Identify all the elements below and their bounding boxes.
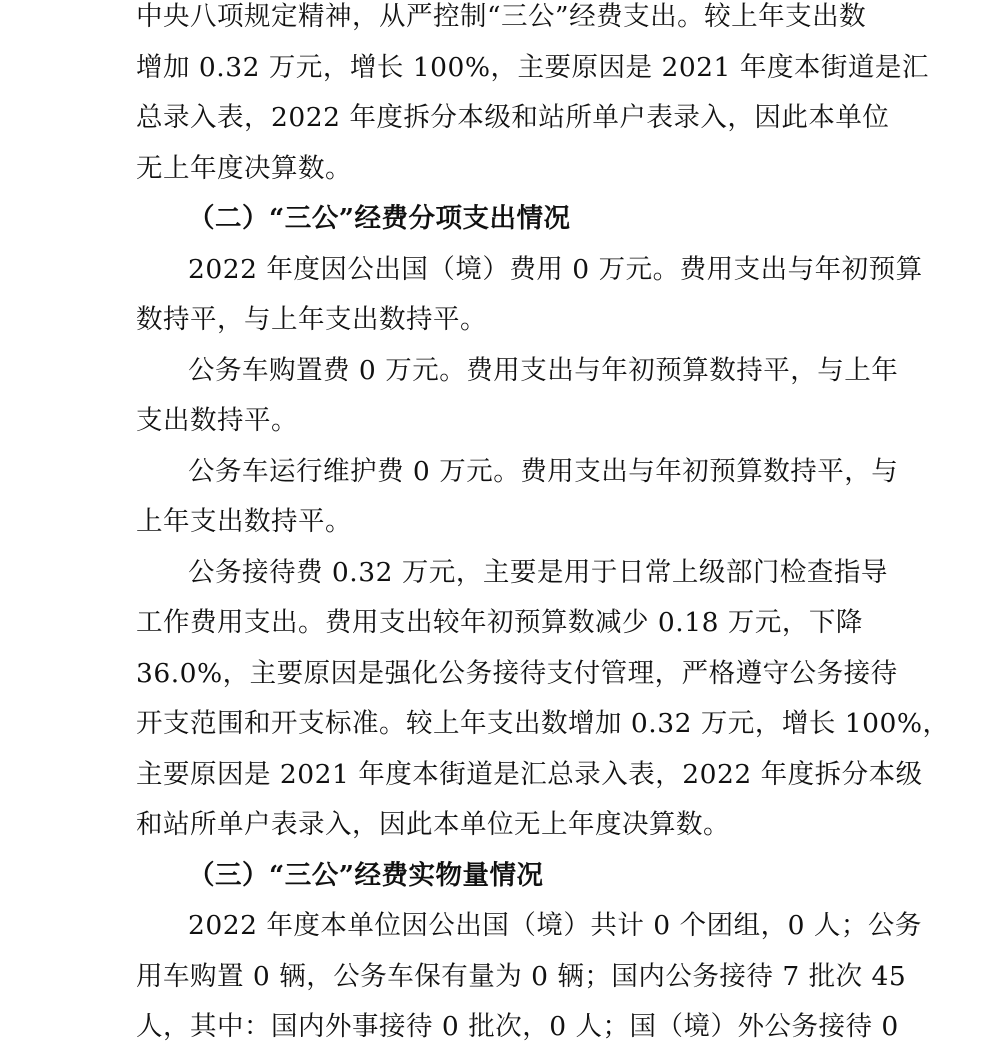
text-line: 数持平，与上年支出数持平。	[136, 304, 487, 335]
text-line: 无上年度决算数。	[136, 153, 352, 184]
text-line: 36.0%，主要原因是强化公务接待支付管理，严格遵守公务接待	[136, 658, 898, 689]
section-heading: （三）“三公”经费实物量情况	[188, 860, 544, 891]
text-line: 和站所单户表录入，因此本单位无上年度决算数。	[136, 809, 730, 840]
text-line: 开支范围和开支标准。较上年支出数增加 0.32 万元，增长 100%，	[136, 708, 950, 739]
text-line: 公务接待费 0.32 万元，主要是用于日常上级部门检查指导	[188, 557, 888, 588]
text-line: 人，其中：国内外事接待 0 批次，0 人；国（境）外公务接待 0	[136, 1011, 899, 1042]
section-heading: （二）“三公”经费分项支出情况	[188, 203, 571, 234]
text-line: 2022 年度本单位因公出国（境）共计 0 个团组，0 人；公务	[188, 910, 922, 941]
text-line: 中央八项规定精神，从严控制“三公”经费支出。较上年支出数	[136, 1, 867, 32]
text-line: 主要原因是 2021 年度本街道是汇总录入表，2022 年度拆分本级	[136, 759, 923, 790]
text-line: 公务车购置费 0 万元。费用支出与年初预算数持平，与上年	[188, 355, 899, 386]
text-line: 用车购置 0 辆，公务车保有量为 0 辆；国内公务接待 7 批次 45	[136, 961, 907, 992]
text-line: 总录入表，2022 年度拆分本级和站所单户表录入，因此本单位	[136, 102, 890, 133]
text-line: 增加 0.32 万元，增长 100%，主要原因是 2021 年度本街道是汇	[136, 52, 929, 83]
text-line: 2022 年度因公出国（境）费用 0 万元。费用支出与年初预算	[188, 254, 923, 285]
text-line: 支出数持平。	[136, 405, 298, 436]
text-line: 上年支出数持平。	[136, 506, 352, 537]
text-line: 工作费用支出。费用支出较年初预算数减少 0.18 万元，下降	[136, 607, 863, 638]
text-line: 公务车运行维护费 0 万元。费用支出与年初预算数持平，与	[188, 456, 899, 487]
